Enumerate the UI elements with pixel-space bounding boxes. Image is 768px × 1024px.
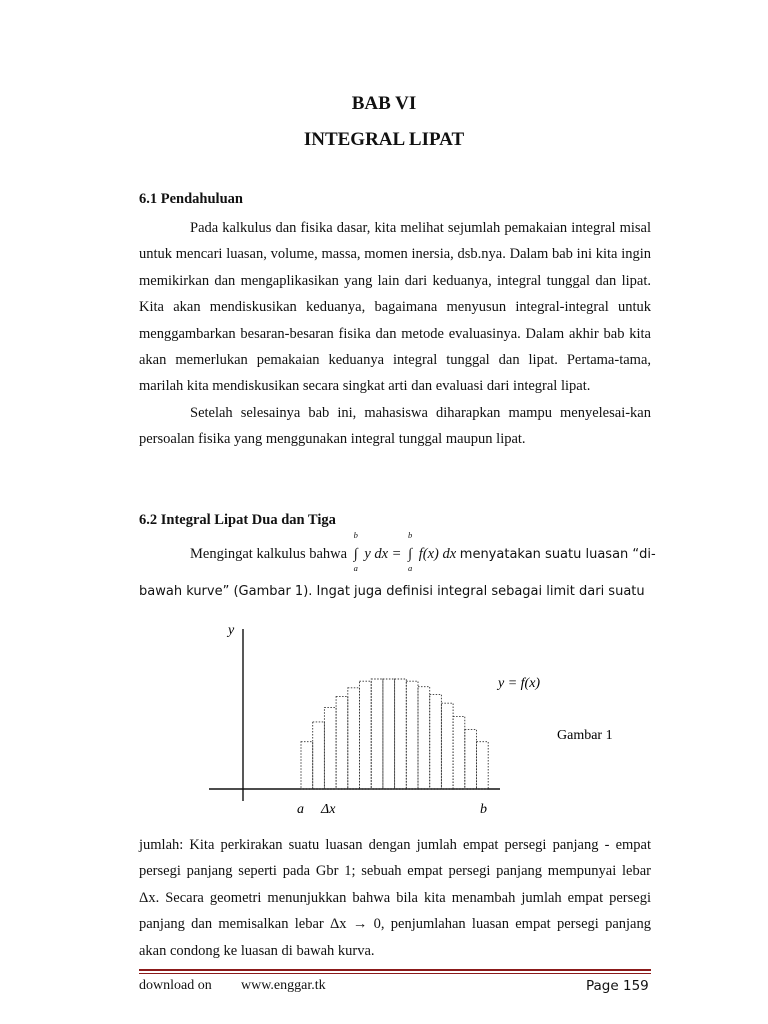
- page-number: Page 159: [586, 978, 649, 994]
- footer-rule: [139, 969, 651, 971]
- figure-caption: Gambar 1: [557, 728, 613, 743]
- sentence-line: bawah kurve” (Gambar 1). Ingat juga definisi integral sebagai limit dari suatu: [139, 584, 645, 599]
- paragraph: jumlah: Kita perkirakan suatu luasan dengan jumlah empat persegi panjang - empat persegi panjang seperti pada Gbr 1; sebuah empat persegi panjang mempunyai lebar Δx. Secara geometri menunjukkan bahwa bila kita menambah jumlah empat persegi panjang dan memisalkan lebar Δx → 0, penjumlahan luasan empat persegi panjang akan condong ke luasan di bawah kurva.: [139, 837, 651, 959]
- text: Mengingat kalkulus bahwa: [190, 546, 348, 562]
- approx-rectangle: [313, 722, 325, 789]
- section2-body: [139, 832, 651, 964]
- approx-rectangle: [441, 703, 453, 789]
- paragraph: Setelah selesainya bab ini, mahasiswa diharapkan mampu menyelesai-kan persoalan fisika yang menggunakan integral tunggal maupun lipat.: [139, 404, 651, 448]
- chapter-title: INTEGRAL LIPAT: [303, 129, 465, 150]
- expression: y dx =: [364, 546, 402, 562]
- dx-label: Δx: [321, 802, 336, 817]
- figure-1: [200, 615, 620, 825]
- approx-rectangle: [301, 742, 313, 789]
- lower-limit: a: [407, 563, 413, 573]
- text: menyatakan suatu luasan “di-: [459, 547, 656, 562]
- chapter-number: BAB VI: [351, 93, 417, 114]
- lower-limit: a: [353, 563, 358, 573]
- approx-rectangle: [360, 681, 372, 789]
- y-label: y: [228, 623, 235, 638]
- expression: f(x) dx: [418, 546, 457, 562]
- approx-rectangle: [465, 730, 477, 789]
- integral-sentence: [190, 530, 656, 573]
- footer-rule-thin: [139, 973, 651, 974]
- approx-rectangle: [336, 697, 348, 789]
- integral-symbol: ∫ b a: [351, 546, 361, 563]
- b-label: b: [480, 802, 487, 817]
- curve-label: y = f(x): [498, 676, 541, 691]
- approx-rectangle: [430, 694, 442, 789]
- section-heading-2: 6.2 Integral Lipat Dua dan Tiga: [139, 512, 336, 528]
- approx-rectangle: [395, 679, 407, 789]
- approx-rectangle: [383, 679, 395, 789]
- rectangles: [301, 679, 488, 789]
- a-label: a: [297, 802, 304, 817]
- approx-rectangle: [371, 679, 383, 789]
- section1-body: [139, 215, 651, 453]
- approx-rectangle: [418, 687, 430, 789]
- approx-rectangle: [406, 681, 418, 789]
- upper-limit: b: [407, 530, 413, 540]
- footer-url[interactable]: www.enggar.tk: [241, 978, 326, 993]
- paragraph: Pada kalkulus dan fisika dasar, kita melihat sejumlah pemakaian integral misal untuk mencari luasan, volume, massa, momen inersia, dsb.nya. Dalam bab ini kita ingin memikirkan dan mengaplikasikan yang lain dari keduanya, integral tunggal dan lipat. Kita akan mendiskusikan keduanya, bagaimana menyusun integral-integral untuk menggambarkan besaran-besaran fisika dan metode evaluasinya. Dalam akhir bab kita akan memerlukan pemakaian keduanya integral tunggal dan lipat. Pertama-tama, marilah kita mendiskusikan secara singkat arti dan evaluasi dari integral lipat.: [139, 220, 651, 395]
- approx-rectangle: [477, 742, 489, 789]
- approx-rectangle: [324, 708, 336, 789]
- upper-limit: b: [353, 530, 358, 540]
- integral-symbol: ∫ b a: [405, 546, 415, 563]
- approx-rectangle: [453, 716, 465, 789]
- footer-download: download on: [139, 978, 212, 993]
- approx-rectangle: [348, 688, 360, 789]
- section-heading-1: 6.1 Pendahuluan: [139, 191, 243, 207]
